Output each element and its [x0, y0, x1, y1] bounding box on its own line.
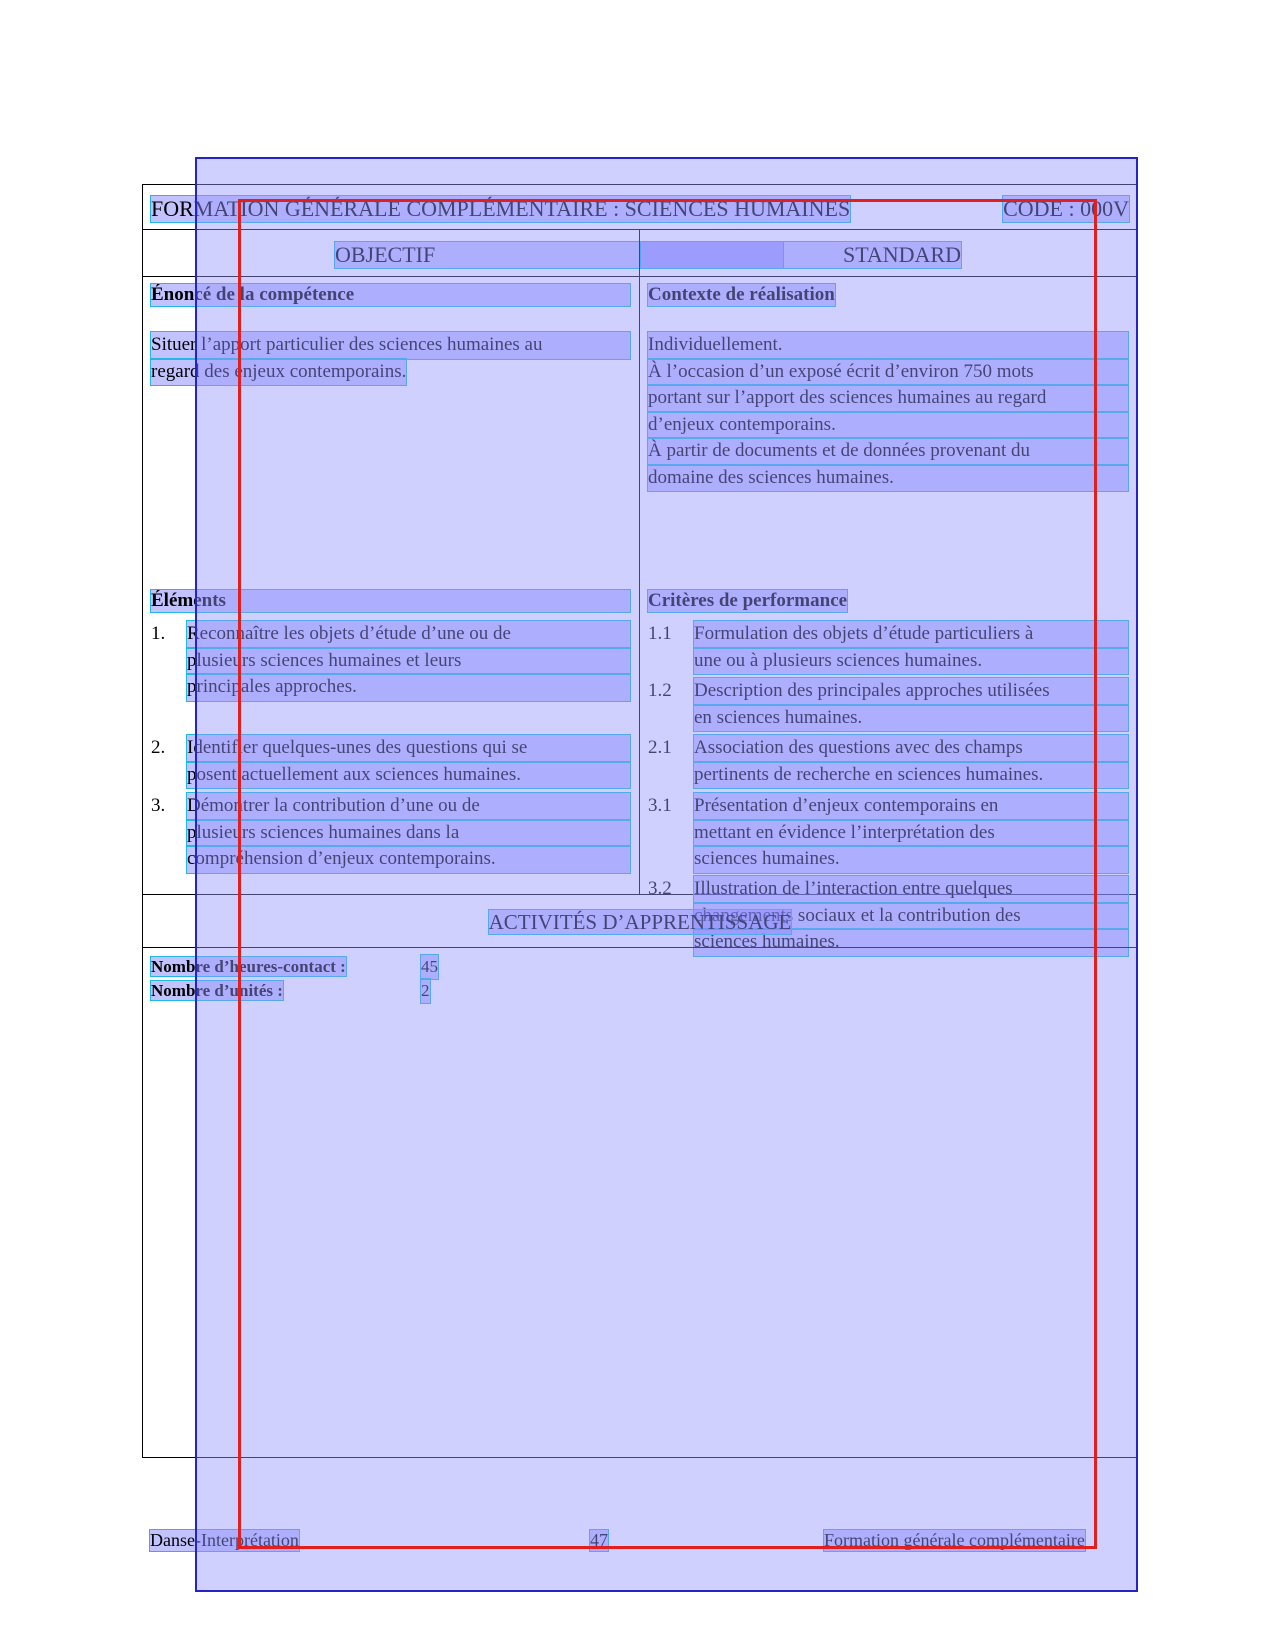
text-line: pertinents de recherche en sciences humaines. — [694, 762, 1128, 789]
text-line: posent actuellement aux sciences humaines. — [187, 762, 630, 789]
units-value: 2 — [421, 979, 430, 1003]
contact-hours-label: Nombre d’heures-contact : — [151, 957, 346, 976]
element-item — [151, 735, 630, 788]
critere-item — [648, 678, 1128, 731]
page-number: 47 — [590, 1530, 608, 1550]
elements-heading: Éléments — [151, 590, 630, 612]
document-title: FORMATION GÉNÉRALE COMPLÉMENTAIRE : SCIENCES HUMAINES — [151, 196, 851, 221]
text-line: domaine des sciences humaines. — [648, 465, 1128, 492]
text-line: changements sociaux et la contribution des — [694, 903, 1128, 930]
hours-block — [151, 955, 438, 1003]
text-line: regard des enjeux contemporains. — [151, 359, 406, 386]
text-line: Association des questions avec des champs — [694, 735, 1128, 762]
text-line: principales approches. — [187, 674, 630, 701]
contexte-text — [648, 332, 1128, 491]
element-number: 2. — [151, 737, 166, 758]
text-line: Identifier quelques-unes des questions qui se — [187, 735, 630, 762]
competence-statement — [151, 332, 630, 385]
activites-row — [143, 895, 1137, 948]
contact-hours-value: 45 — [421, 955, 438, 979]
text-line: Formulation des objets d’étude particuliers à — [694, 621, 1128, 648]
text-line: Illustration de l’interaction entre quelques — [694, 876, 1128, 903]
text-line: Démontrer la contribution d’une ou de — [187, 793, 630, 820]
header-row — [143, 230, 1137, 277]
critere-number: 2.1 — [648, 737, 672, 758]
element-item — [151, 793, 630, 873]
competence-heading: Énoncé de la compétence — [151, 284, 630, 306]
text-line: À partir de documents et de données provenant du — [648, 438, 1128, 465]
element-number: 1. — [151, 623, 166, 644]
element-item — [151, 621, 630, 701]
criteres-heading: Critères de performance — [648, 590, 848, 611]
text-line: d’enjeux contemporains. — [648, 412, 1128, 439]
critere-number: 1.2 — [648, 680, 672, 701]
text-line: Description des principales approches utilisées — [694, 678, 1128, 705]
critere-item — [648, 735, 1128, 788]
text-line: Individuellement. — [648, 332, 1128, 359]
title-row — [143, 185, 1137, 230]
units — [151, 979, 430, 1003]
units-label: Nombre d’unités : — [151, 981, 283, 1000]
text-line: Présentation d’enjeux contemporains en — [694, 793, 1128, 820]
objectif-heading: OBJECTIF — [335, 242, 783, 268]
text-line: plusieurs sciences humaines et leurs — [187, 648, 630, 675]
text-line: À l’occasion d’un exposé écrit d’environ 750 mots — [648, 359, 1128, 386]
activites-heading-text: ACTIVITÉS D’APPRENTISSAGE — [488, 910, 792, 934]
text-line: Reconnaître les objets d’étude d’une ou de — [187, 621, 630, 648]
standard-heading: STANDARD — [641, 242, 961, 268]
text-line: Situer l’apport particulier des sciences humaines au — [151, 332, 630, 359]
activites-heading — [143, 910, 1137, 935]
critere-item — [648, 793, 1128, 873]
document-table — [142, 184, 1138, 1458]
course-code: CODE : 000V — [1003, 196, 1129, 221]
text-line: portant sur l’apport des sciences humaines au regard — [648, 385, 1128, 412]
element-number: 3. — [151, 795, 166, 816]
text-line: sciences humaines. — [694, 929, 1128, 956]
critere-number: 1.1 — [648, 623, 672, 644]
footer-right: Formation générale complémentaire — [824, 1530, 1085, 1550]
text-line: une ou à plusieurs sciences humaines. — [694, 648, 1128, 675]
text-line: plusieurs sciences humaines dans la — [187, 820, 630, 847]
critere-item — [648, 621, 1128, 674]
contact-hours — [151, 955, 438, 979]
contexte-heading: Contexte de réalisation — [648, 284, 835, 305]
text-line: compréhension d’enjeux contemporains. — [187, 846, 630, 873]
critere-number: 3.1 — [648, 795, 672, 816]
text-line: mettant en évidence l’interprétation des — [694, 820, 1128, 847]
critere-number: 3.2 — [648, 878, 672, 899]
text-line: sciences humaines. — [694, 846, 1128, 873]
text-line: en sciences humaines. — [694, 705, 1128, 732]
footer-left: Danse-Interprétation — [150, 1530, 299, 1550]
